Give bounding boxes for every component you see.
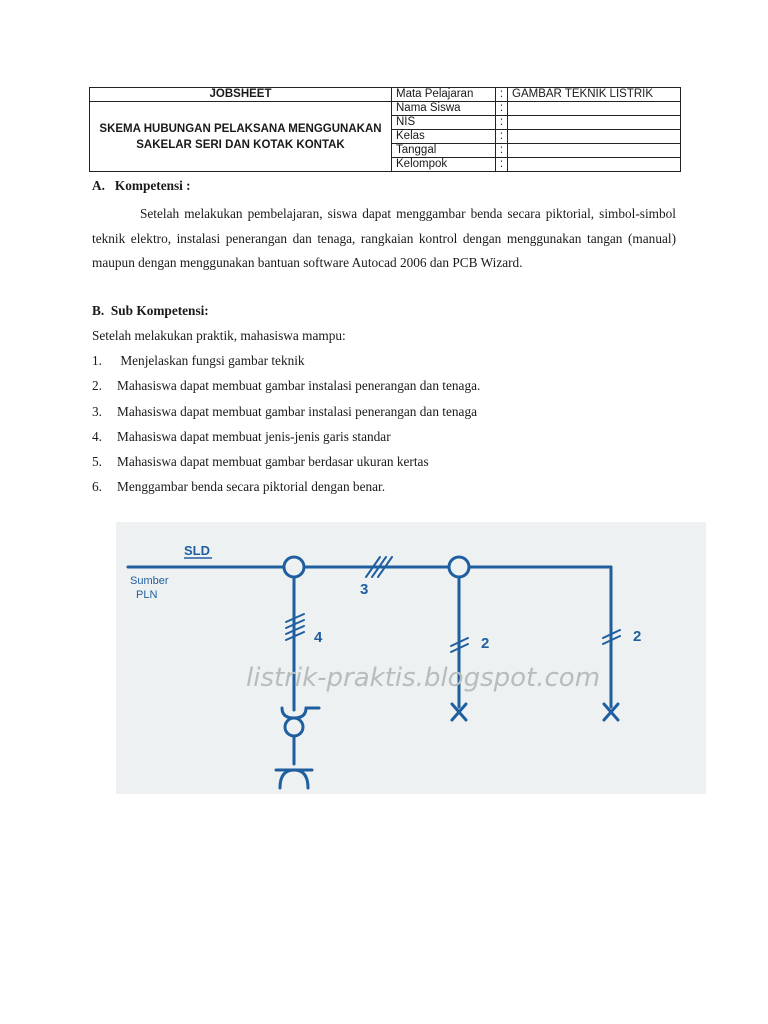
junction-circle <box>284 557 304 577</box>
field-value-kelas[interactable] <box>508 130 681 144</box>
conductor-count-label: 2 <box>481 635 490 652</box>
field-label-tanggal: Tanggal <box>392 144 496 158</box>
section-a-heading: A. Kompetensi : <box>92 178 191 193</box>
list-item-text: Menjelaskan fungsi gambar teknik <box>117 353 305 368</box>
field-colon: : <box>496 102 508 116</box>
list-item-number: 3. <box>92 404 102 419</box>
junction-circle <box>449 557 469 577</box>
list-item-text: Menggambar benda secara piktorial dengan benar. <box>117 479 386 494</box>
field-colon: : <box>496 88 508 102</box>
watermark-text: listrik-praktis.blogspot.com <box>246 663 601 693</box>
section-a-paragraph: Setelah melakukan pembelajaran, siswa dapat menggambar benda secara piktorial, simbol-simbol teknik elektro, instalasi penerangan dan tenaga, rangkaian kontrol dengan menggunakan tangan (manual) maupun dengan menggunakan bantuan software Autocad 2006 dan PCB Wizard. <box>92 206 676 271</box>
field-value-nama-siswa[interactable] <box>508 102 681 116</box>
list-item <box>92 429 391 445</box>
field-colon: : <box>496 116 508 130</box>
list-item <box>92 479 385 495</box>
switch-circle <box>285 718 303 736</box>
list-item-number: 6. <box>92 479 102 494</box>
list-item-text: Mahasiswa dapat membuat jenis-jenis garis standar <box>117 429 391 444</box>
field-label-nis: NIS <box>392 116 496 130</box>
sld-label: SLD <box>184 543 210 558</box>
list-item-number: 1. <box>92 353 102 368</box>
list-item <box>92 404 477 420</box>
jobsheet-label: JOBSHEET <box>90 88 392 102</box>
field-label-kelas: Kelas <box>392 130 496 144</box>
section-b-intro: Setelah melakukan praktik, mahasiswa mampu: <box>92 328 346 343</box>
list-item <box>92 378 480 394</box>
field-colon: : <box>496 144 508 158</box>
list-item-text: Mahasiswa dapat membuat gambar instalasi penerangan dan tenaga. <box>117 378 481 393</box>
conductor-count-label: 3 <box>360 581 369 598</box>
field-value-mata-pelajaran: GAMBAR TEKNIK LISTRIK <box>508 88 681 102</box>
source-label: PLN <box>136 589 158 601</box>
list-item <box>92 353 305 369</box>
field-colon: : <box>496 130 508 144</box>
jobsheet-header-table <box>89 87 681 172</box>
field-label-kelompok: Kelompok <box>392 158 496 172</box>
field-label-mata-pelajaran: Mata Pelajaran <box>392 88 496 102</box>
list-item-number: 5. <box>92 454 102 469</box>
field-value-nis[interactable] <box>508 116 681 130</box>
section-b-heading: B. Sub Kompetensi: <box>92 303 209 318</box>
document-title: SKEMA HUBUNGAN PELAKSANA MENGGUNAKAN SAKELAR SERI DAN KOTAK KONTAK <box>90 102 392 172</box>
field-value-kelompok[interactable] <box>508 158 681 172</box>
conductor-count-label: 4 <box>314 629 323 646</box>
list-item-text: Mahasiswa dapat membuat gambar instalasi penerangan dan tenaga <box>117 404 477 419</box>
list-item-text: Mahasiswa dapat membuat gambar berdasar ukuran kertas <box>117 454 429 469</box>
single-line-diagram <box>116 522 706 794</box>
field-label-nama-siswa: Nama Siswa <box>392 102 496 116</box>
conductor-count-label: 2 <box>633 628 642 645</box>
list-item-number: 2. <box>92 378 102 393</box>
socket-outlet-symbol <box>280 770 308 788</box>
source-label: Sumber <box>130 575 169 587</box>
field-value-tanggal[interactable] <box>508 144 681 158</box>
field-colon: : <box>496 158 508 172</box>
list-item-number: 4. <box>92 429 102 444</box>
list-item <box>92 454 429 470</box>
diagram-svg <box>116 522 706 794</box>
